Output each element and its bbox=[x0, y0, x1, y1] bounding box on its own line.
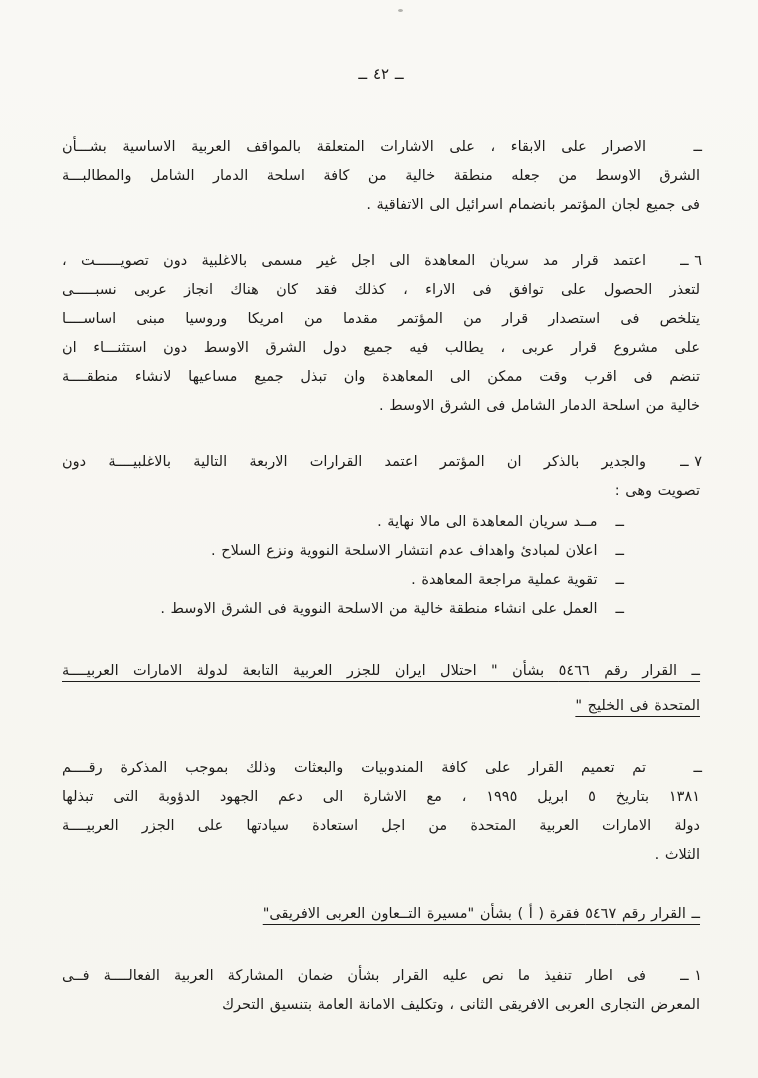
dash-marker: ــ bbox=[693, 760, 702, 776]
paragraph-lines bbox=[62, 962, 700, 1020]
paragraph-lines bbox=[62, 247, 700, 421]
paragraph-item-1 bbox=[62, 962, 700, 1020]
heading-line: ــ القرار رقم ٥٤٦٦ بشأن " احتلال ايران للجزر العربية التابعة لدولة الامارات العربيــــة bbox=[62, 663, 700, 679]
paragraph-item-6 bbox=[62, 247, 700, 421]
text-line: يتلخص فى استصدار قرار من المؤتمر مقدما من امريكا وروسيا مبنى اساســــا bbox=[62, 311, 700, 327]
list-item-text: اعلان لمبادئ واهداف عدم انتشار الاسلحة النووية ونزع السلاح . bbox=[211, 543, 598, 559]
text-line: الشرق الاوسط من جعله منطقة خالية من كافة اسلحة الدمار الشامل والمطالبـــة bbox=[62, 168, 700, 184]
text-line: خالية من اسلحة الدمار الشامل فى الشرق الاوسط . bbox=[378, 398, 700, 414]
text-line: المعرض التجارى العربى الافريقى الثانى ، وتكليف الامانة العامة بتنسيق التحرك bbox=[222, 997, 700, 1013]
text-line: والجدير بالذكر ان المؤتمر اعتمد القرارات الاربعة التالية بالاغلبيــــة دون bbox=[62, 454, 646, 470]
dash-marker: ــ bbox=[615, 514, 624, 530]
paragraph-circulation bbox=[62, 754, 700, 870]
text-line: ١٣٨١ بتاريخ ٥ ابريل ١٩٩٥ ، مع الاشارة الى دعم الجهود الدؤوبة التى تبذلها bbox=[62, 789, 700, 805]
text-line: تصويت وهى : bbox=[614, 483, 700, 499]
text-line: الاصرار على الابقاء ، على الاشارات المتعلقة بالمواقف العربية الاساسية بشـــأن bbox=[62, 139, 646, 155]
text-line: اعتمد قرار مد سريان المعاهدة الى اجل غير مسمى بالاغلبية دون تصويــــــت ، bbox=[62, 253, 646, 269]
item-6-number-marker: ٦ ــ bbox=[680, 253, 702, 269]
text-line: لتعذر الحصول على توافق فى الاراء ، كذلك فقد كان هناك انجاز عربى نسبـــــى bbox=[62, 282, 700, 298]
resolutions-list bbox=[62, 508, 700, 624]
list-item-text: مــد سريان المعاهدة الى مالا نهاية . bbox=[377, 514, 598, 530]
list-item-text: تقوية عملية مراجعة المعاهدة . bbox=[411, 572, 598, 588]
item-7-number-marker: ٧ ــ bbox=[680, 454, 702, 470]
text-line: الثلاث . bbox=[654, 847, 700, 863]
resolution-5466-heading bbox=[62, 654, 700, 724]
item-1-number-marker: ١ ــ bbox=[680, 968, 702, 984]
text-line: فى اطار تنفيذ ما نص عليه القرار بشأن ضمان المشاركة العربية الفعالــــة فــى bbox=[62, 968, 646, 984]
paragraph-item-7 bbox=[62, 448, 700, 506]
text-line: على مشروع قرار عربى ، يطالب فيه جميع دول الشرق الاوسط دون استثنـــاء ان bbox=[62, 340, 700, 356]
list-item-text: العمل على انشاء منطقة خالية من الاسلحة النووية فى الشرق الاوسط . bbox=[160, 601, 598, 617]
paragraph-lines bbox=[62, 133, 700, 220]
text-line: دولة الامارات العربية المتحدة من اجل استعادة سيادتها على الجزر العربيــــة bbox=[62, 818, 700, 834]
dash-marker: ــ bbox=[615, 601, 624, 617]
text-line: تم تعميم القرار على كافة المندوبيات والبعثات وذلك بموجب المذكرة رقــــم bbox=[62, 760, 646, 776]
page-number: ــ ٤٢ ــ bbox=[358, 65, 404, 83]
heading-line: المتحدة فى الخليج " bbox=[575, 698, 700, 714]
list-item bbox=[62, 508, 624, 537]
paragraph-insistence bbox=[62, 133, 700, 220]
dash-marker: ــ bbox=[693, 139, 702, 155]
list-item bbox=[62, 595, 624, 624]
list-item bbox=[62, 537, 624, 566]
dash-marker: ــ bbox=[615, 543, 624, 559]
text-line: تنضم فى اقرب وقت ممكن الى المعاهدة وان تبذل جميع مساعيها لانشاء منطقــــة bbox=[62, 369, 700, 385]
heading-line: ــ القرار رقم ٥٤٦٧ فقرة ( أ ) بشأن "مسيرة التــعاون العربى الافريقى" bbox=[262, 906, 700, 922]
paragraph-lines bbox=[62, 754, 700, 870]
scan-speck bbox=[398, 9, 403, 12]
resolution-5467-heading bbox=[62, 897, 700, 932]
paragraph-lines bbox=[62, 448, 700, 506]
dash-marker: ــ bbox=[615, 572, 624, 588]
list-item bbox=[62, 566, 624, 595]
text-line: فى جميع لجان المؤتمر بانضمام اسرائيل الى الاتفاقية . bbox=[366, 197, 700, 213]
